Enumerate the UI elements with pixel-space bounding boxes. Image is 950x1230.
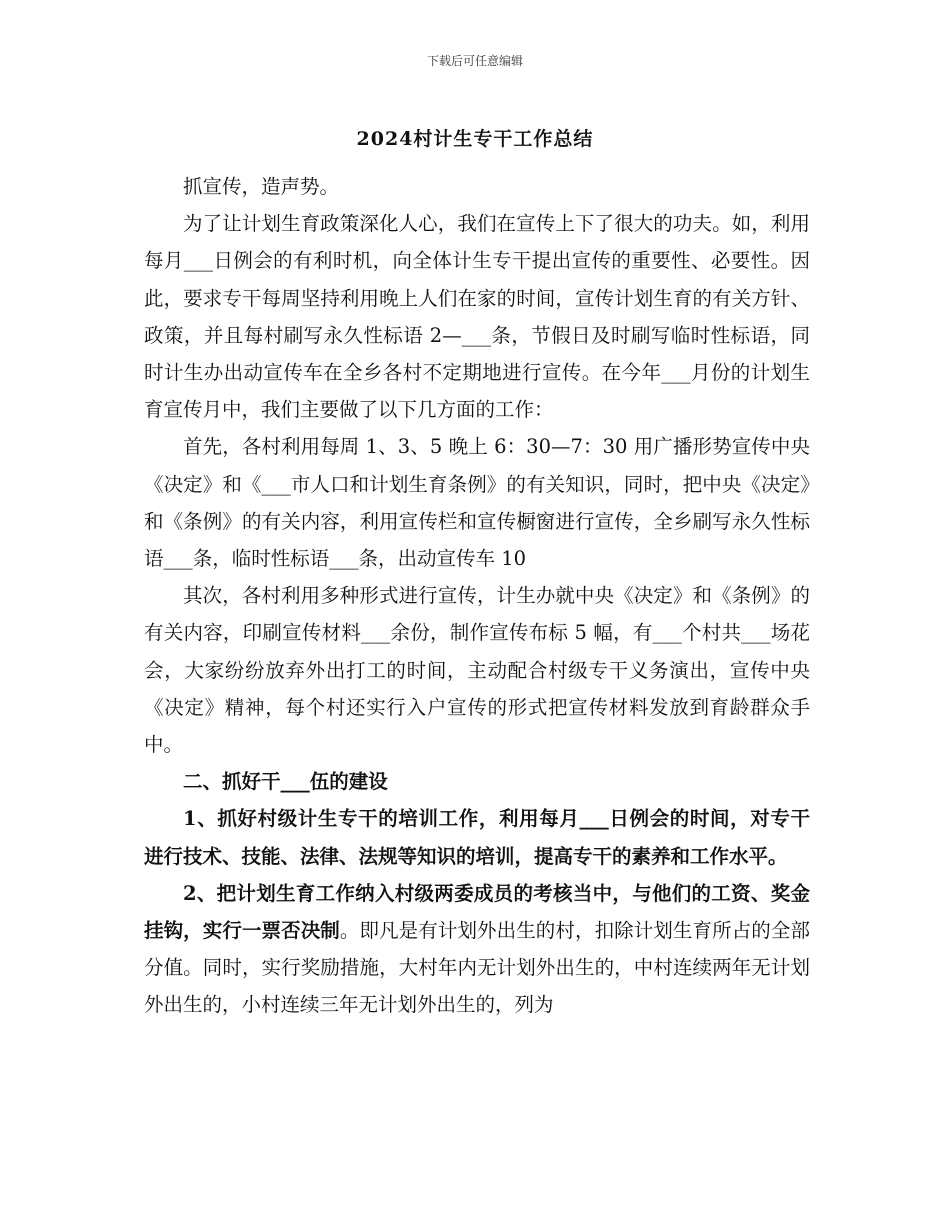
section-heading-2: 二、抓好干___伍的建设 xyxy=(183,770,388,794)
paragraph-6-bold-lead: 2、把计划生育工作纳入村级两委成员的考核当中，与他们的工资、奖金挂钩，实行一票否决制 xyxy=(144,881,810,943)
paragraph-6-text: 。即凡是有计划外出生的村，扣除计划生育所占的全部分值。同时，实行奖励措施，大村年内无计划外出生的，中村连续两年无计划外出生的，小村连续三年无计划外出生的，列为 xyxy=(144,919,810,1017)
document-body xyxy=(144,168,810,1024)
paragraph-5: 1、抓好村级计生专干的培训工作，利用每月___日例会的时间，对专干进行技术、技能、法律、法规等知识的培训，提高专干的素养和工作水平。 xyxy=(144,807,810,868)
paragraph-2: 为了让计划生育政策深化人心，我们在宣传上下了很大的功夫。如，利用每月___日例会的有利时机，向全体计生专干提出宣传的重要性、必要性。因此，要求专干每周坚持利用晚上人们在家的时间，宣传计划生育的有关方针、政策，并且每村刷写永久性标语 2—___条，节假日及时刷写临时性标语，同时计生办出动宣传车在全乡各村不定期地进行宣传。在今年___月份的计划生育宣传月中，我们主要做了以下几方面的工作： xyxy=(144,212,810,422)
document-title: 2024村计生专干工作总结 xyxy=(356,128,594,150)
paragraph-3: 首先，各村利用每周 1、3、5 晚上 6：30—7：30 用广播形势宣传中央《决定》和《___市人口和计划生育条例》的有关知识，同时，把中央《决定》和《条例》的有关内容，利用宣传栏和宣传橱窗进行宣传，全乡刷写永久性标语___条，临时性标语___条，出动宣传车 10 xyxy=(144,435,810,571)
paragraph-4: 其次，各村利用多种形式进行宣传，计生办就中央《决定》和《条例》的有关内容，印刷宣传材料___余份，制作宣传布标 5 幅，有___个村共___场花会，大家纷纷放弃外出打工的时间，主动配合村级专干义务演出，宣传中央《决定》精神，每个村还实行入户宣传的形式把宣传材料发放到育龄群众手中。 xyxy=(144,584,810,757)
page-header: 下载后可任意编辑 xyxy=(426,54,523,68)
paragraph-1: 抓宣传，造声势。 xyxy=(183,175,340,198)
paragraph-6 xyxy=(144,875,810,1024)
